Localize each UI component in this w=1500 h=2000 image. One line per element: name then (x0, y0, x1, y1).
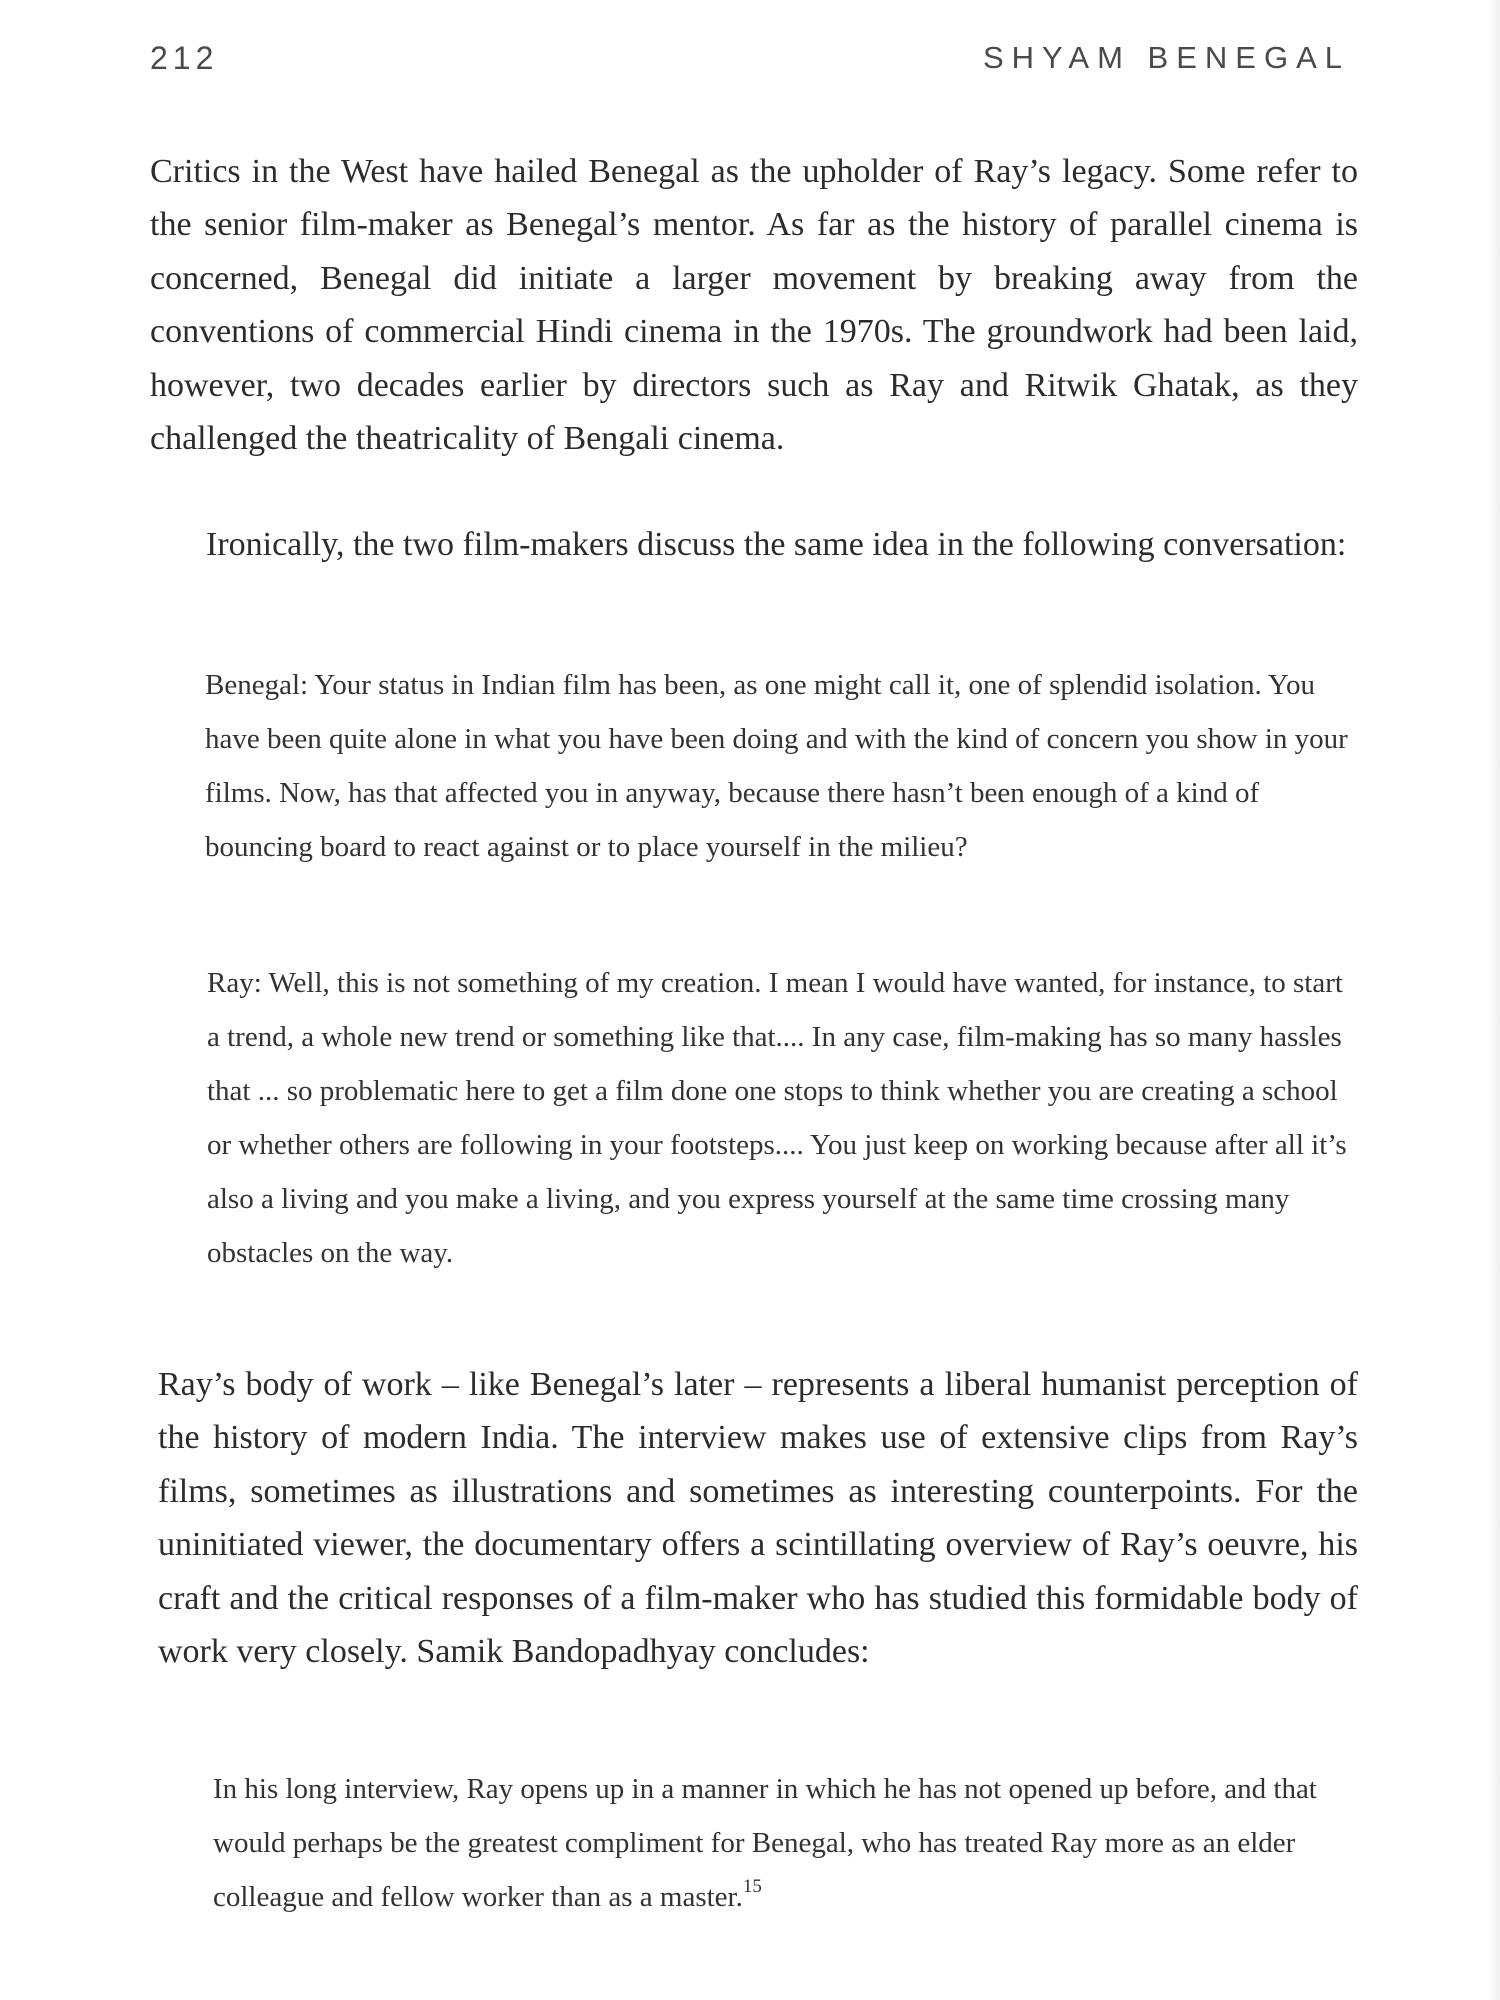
paragraph-ironically: Ironically, the two film-makers discuss the same idea in the following conversation: (206, 526, 1347, 563)
paragraph-critics: Critics in the West have hailed Benegal as the upholder of Ray’s legacy. Some refer to the senior film-maker as Benegal’s mentor. As far as the history of parallel cinema is concerned, Benegal did initiate a larger movement by breaking away from the conventions of commercial Hindi cinema in the 1970s. The groundwork had been laid, however, two decades earlier by directors such as Ray and Ritwik Ghatak, as they challenged the theatricality of Bengali cinema. (150, 153, 1358, 458)
page-edge-shadow (1488, 0, 1500, 2000)
blockquote-benegal: Benegal: Your status in Indian film has been, as one might call it, one of splendid isolation. You have been quite alone in what you have been doing and with the kind of concern you show in your films. Now, has that affected you in anyway, because there hasn’t been enough of a kind of bouncing board to react against or to place yourself in the milieu? (205, 669, 1348, 863)
blockquote-ray: Ray: Well, this is not something of my creation. I mean I would have wanted, for instance, to start a trend, a whole new trend or something like that.... In any case, film-making has so many hassles that ... so problematic here to get a film done one stops to think whether you are creating a school or whether others are following in your footsteps.... You just keep on working because after all it’s also a living and you make a living, and you express yourself at the same time crossing many obstacles on the way. (207, 967, 1347, 1269)
footnote-reference[interactable]: 15 (742, 1876, 762, 1897)
blockquote-bandopadhyay-text: In his long interview, Ray opens up in a manner in which he has not opened up before, and that would perhaps be the greatest compliment for Benegal, who has treated Ray more as an elder colleague and fellow worker than as a master. (213, 1773, 1317, 1913)
paragraph-body-of-work: Ray’s body of work – like Benegal’s later – represents a liberal humanist perception of the history of modern India. The interview makes use of extensive clips from Ray’s films, sometimes as illustrations and sometimes as interesting counterpoints. For the uninitiated viewer, the documentary offers a scintillating overview of Ray’s oeuvre, his craft and the critical responses of a film-maker who has studied this formidable body of work very closely. Samik Bandopadhyay concludes: (158, 1366, 1358, 1671)
page-number: 212 (150, 40, 219, 76)
page-header (150, 34, 1350, 84)
running-head: SHYAM BENEGAL (982, 40, 1350, 75)
blockquote-bandopadhyay (213, 1762, 1348, 1924)
